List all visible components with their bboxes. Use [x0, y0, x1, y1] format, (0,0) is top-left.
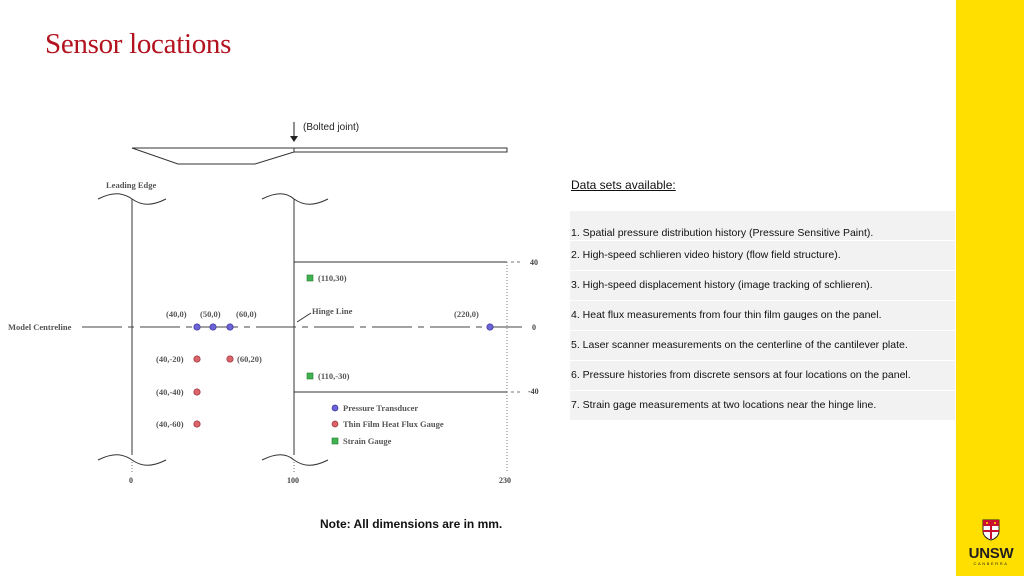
cantilever-plate-profile: [294, 148, 507, 152]
heat-flux-label-60-20: (60,20): [237, 354, 262, 364]
heat-flux-gauge-60-20: [227, 356, 233, 362]
y-axis-label-0: 0: [532, 323, 536, 332]
dataset-item: 6. Pressure histories from discrete sensors at four locations on the panel.: [570, 361, 955, 391]
legend-strain-icon: [332, 438, 338, 444]
heat-flux-gauge-40-minus40: [194, 389, 200, 395]
hinge-line-label: Hinge Line: [312, 306, 353, 316]
legend-pressure-icon: [332, 405, 338, 411]
dataset-item: 2. High-speed schlieren video history (flow field structure).: [570, 241, 955, 271]
unsw-logo: [963, 519, 1019, 573]
bolted-joint-arrowhead: [290, 136, 298, 142]
brand-bar: [956, 0, 1024, 576]
legend-heat-flux-icon: [332, 421, 338, 427]
heat-flux-label-40-minus20: (40,-20): [156, 354, 184, 364]
x-axis-label-100: 100: [287, 476, 299, 485]
pressure-transducer-220-0: [487, 324, 493, 330]
strain-gauge-110-30: [307, 275, 313, 281]
model-side-profile: [132, 148, 294, 164]
dataset-item: 4. Heat flux measurements from four thin film gauges on the panel.: [570, 301, 955, 331]
pressure-label-50-0: (50,0): [200, 309, 221, 319]
hinge-break-bottom: [262, 455, 328, 466]
crest-icon: [982, 519, 1000, 541]
logo-sub: CANBERRA: [973, 561, 1009, 566]
strain-label-110-30: (110,30): [318, 273, 347, 283]
pressure-label-60-0: (60,0): [236, 309, 257, 319]
y-axis-label-minus40: -40: [528, 387, 539, 396]
bolted-joint-label: (Bolted joint): [303, 122, 360, 133]
pressure-transducer-60-0: [227, 324, 233, 330]
dimensions-note: Note: All dimensions are in mm.: [320, 517, 503, 531]
datasets-heading: Data sets available:: [571, 178, 676, 192]
pressure-label-220-0: (220,0): [454, 309, 479, 319]
page-title: Sensor locations: [45, 28, 232, 60]
x-axis-label-230: 230: [499, 476, 511, 485]
dataset-item: 7. Strain gage measurements at two locations near the hinge line.: [570, 391, 955, 421]
pressure-label-40-0: (40,0): [166, 309, 187, 319]
heat-flux-gauge-40-minus60: [194, 421, 200, 427]
y-axis-label-40: 40: [530, 258, 538, 267]
pressure-transducer-50-0: [210, 324, 216, 330]
hinge-break-top: [262, 194, 328, 205]
logo-name: UNSW: [968, 545, 1014, 562]
dataset-item: 3. High-speed displacement history (image tracking of schlieren).: [570, 271, 955, 301]
legend-heat-flux-label: Thin Film Heat Flux Gauge: [343, 419, 444, 429]
pressure-transducer-40-0: [194, 324, 200, 330]
dataset-item: 5. Laser scanner measurements on the centerline of the cantilever plate.: [570, 331, 955, 361]
heat-flux-gauge-40-minus20: [194, 356, 200, 362]
legend-strain-label: Strain Gauge: [343, 436, 392, 446]
hinge-label-leader: [297, 313, 311, 322]
legend-pressure-label: Pressure Transducer: [343, 403, 419, 413]
datasets-list: [570, 211, 955, 421]
leading-edge-label: Leading Edge: [106, 180, 157, 190]
heat-flux-label-40-minus40: (40,-40): [156, 387, 184, 397]
dataset-item: 1. Spatial pressure distribution history (Pressure Sensitive Paint).: [570, 211, 955, 241]
heat-flux-label-40-minus60: (40,-60): [156, 419, 184, 429]
leading-edge-break-bottom: [98, 455, 166, 466]
x-axis-label-0: 0: [129, 476, 133, 485]
strain-label-110-minus30: (110,-30): [318, 371, 350, 381]
strain-gauge-110-minus30: [307, 373, 313, 379]
model-centreline-label: Model Centreline: [8, 322, 72, 332]
